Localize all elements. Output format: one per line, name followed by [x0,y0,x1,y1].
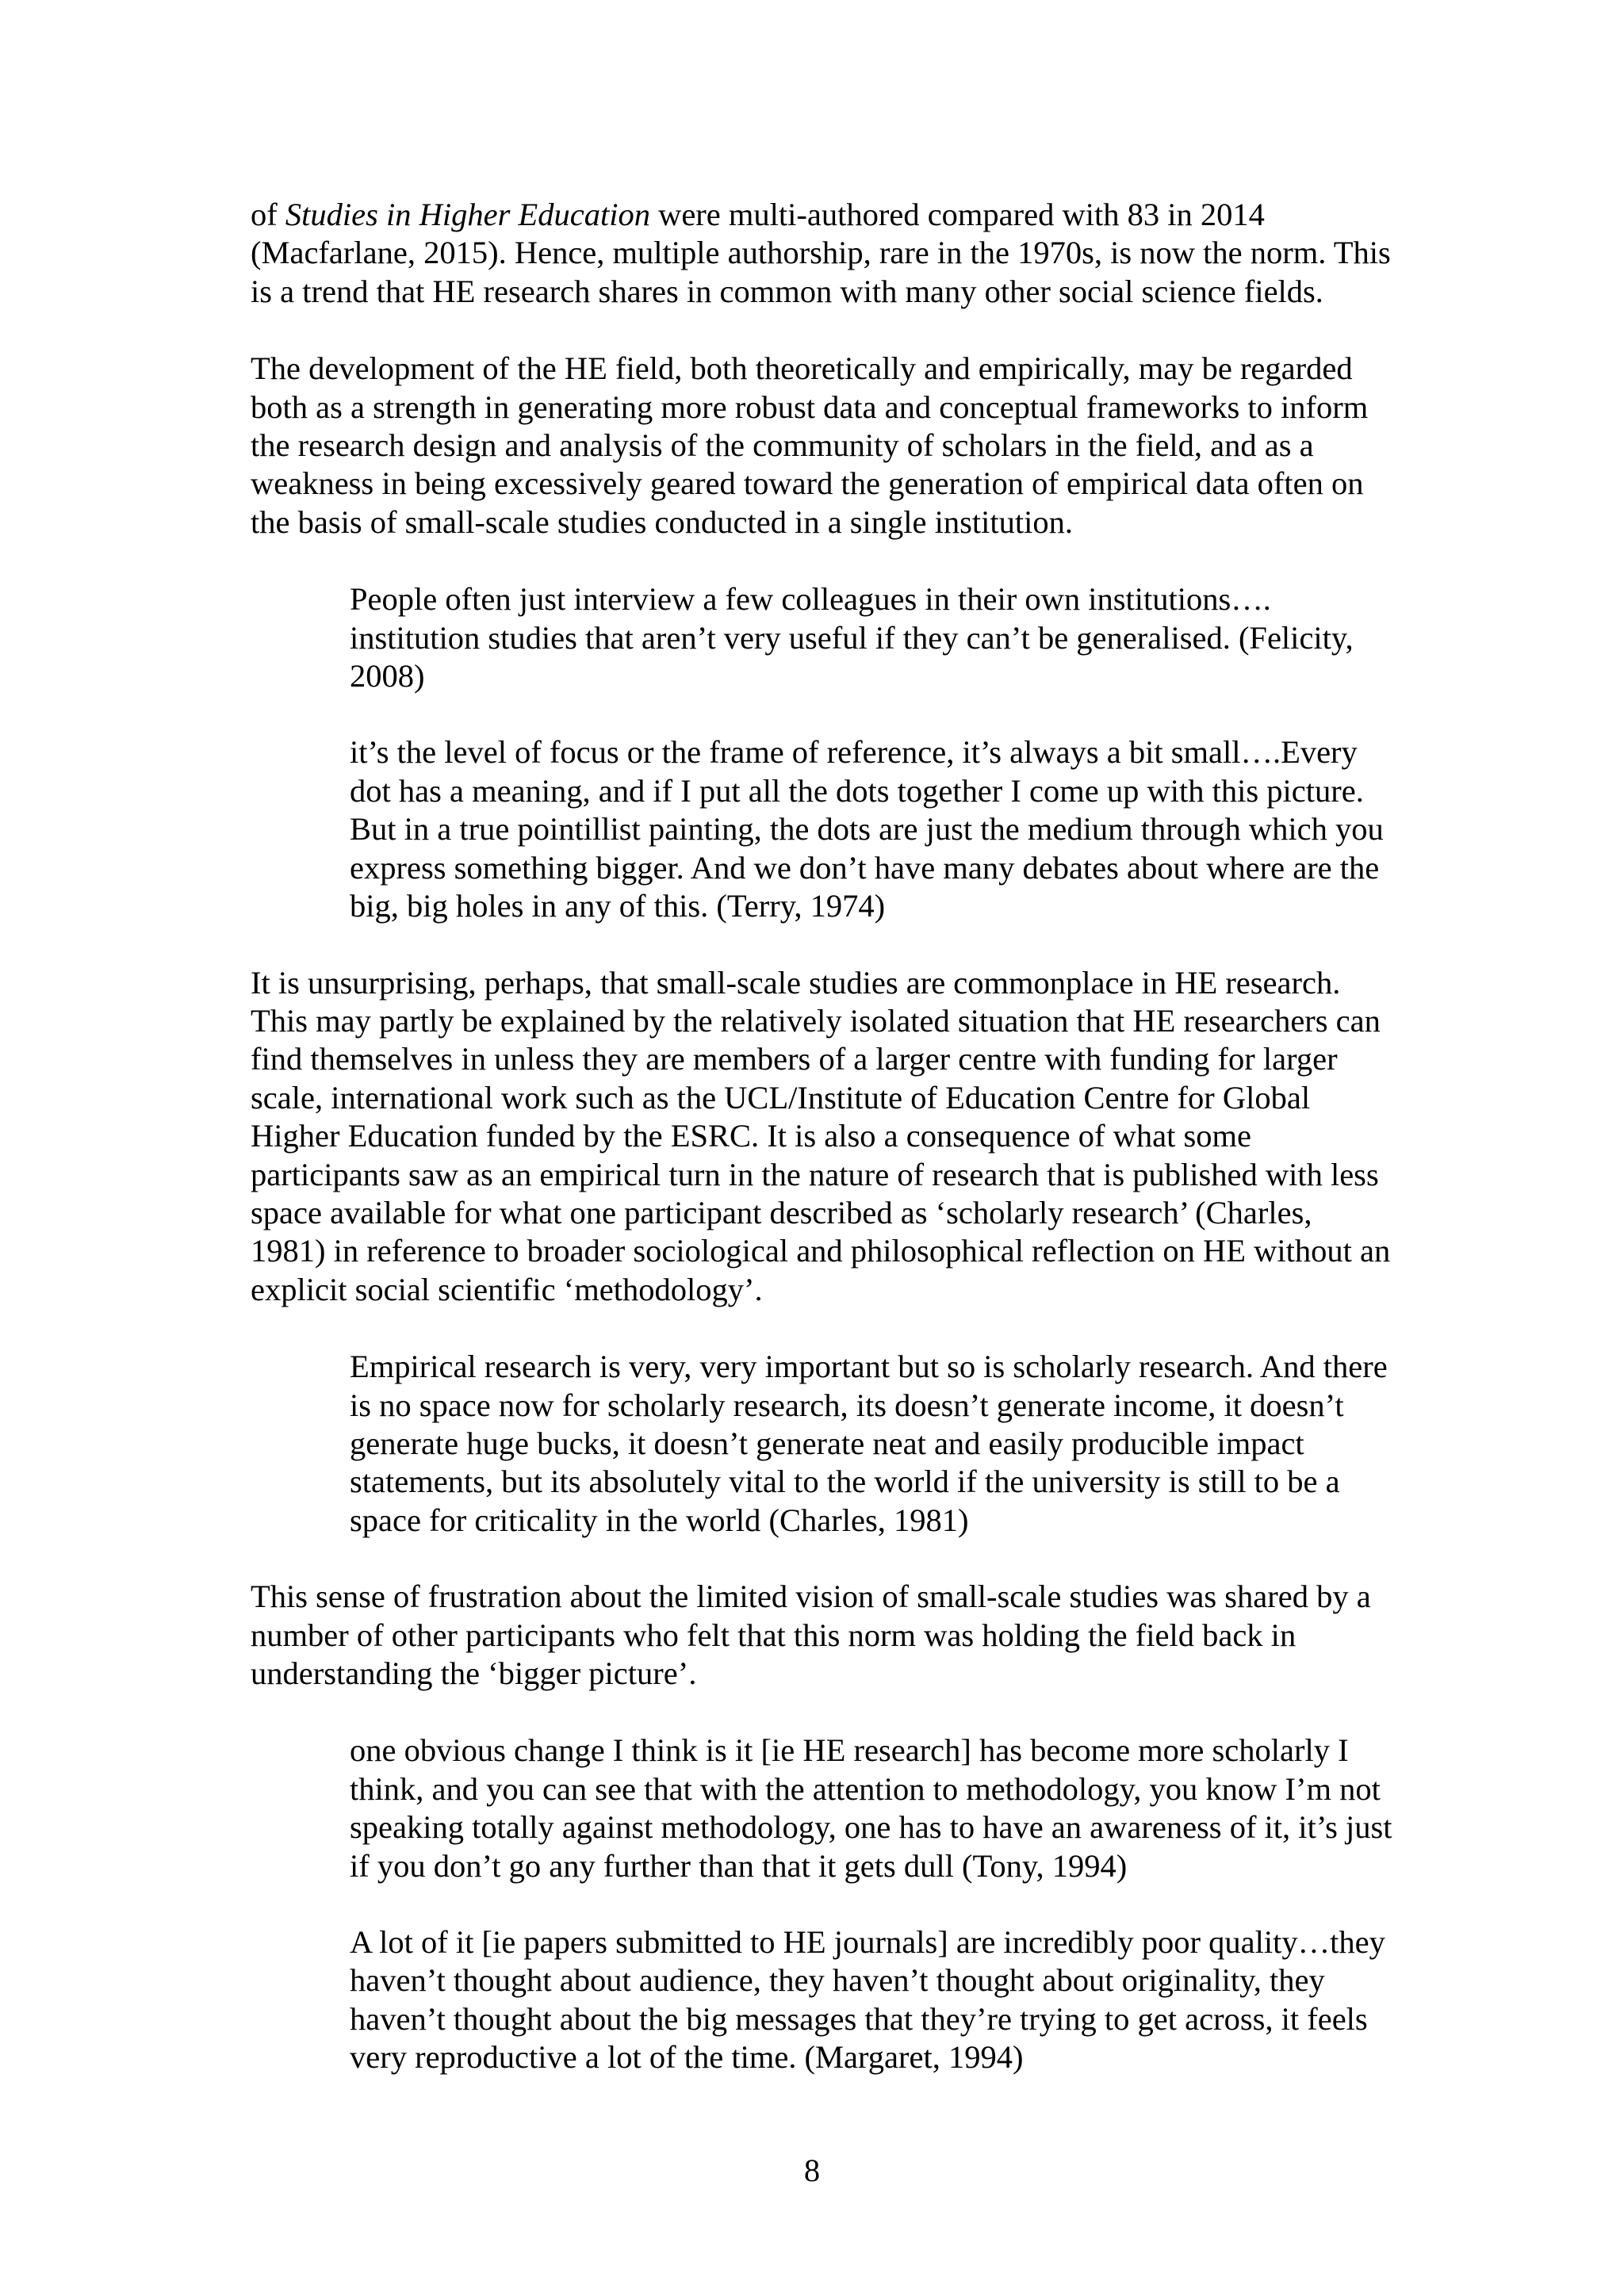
page-body [251,196,1392,2115]
block-quote-5: A lot of it [ie papers submitted to HE journals] are incredibly poor quality…they haven’t thought about audience, they haven’t thought about originality, they haven’t thought about the big messages that they’re trying to get across, it feels very reproductive a lot of the time. (Margaret, 1994) [350,1924,1385,2076]
block-quote-3: Empirical research is very, very important but so is scholarly research. And there is no space now for scholarly research, its doesn’t generate income, it doesn’t generate huge bucks, it doesn’t generate neat and easily producible impact statements, but its absolutely vital to the world if the university is still to be a space for criticality in the world (Charles, 1981) [350,1349,1388,1538]
journal-title: Studies in Higher Education [285,197,650,232]
paragraph-1-prefix: of [251,197,285,232]
block-quote-1: People often just interview a few colleagues in their own institutions…. institution studies that aren’t very useful if they can’t be generalised. (Felicity, 2008) [350,581,1354,695]
paragraph-2: The development of the HE field, both theoretically and empirically, may be regarded both as a strength in generating more robust data and conceptual frameworks to inform the research design and analysis of the community of scholars in the field, and as a weakness in being excessively geared toward the generation of empirical data often on the basis of small-scale studies conducted in a single institution. [251,350,1369,540]
page-number: 8 [803,2152,821,2188]
paragraph-1-suffix: were multi-authored compared with 83 in 2014 (Macfarlane, 2015). Hence, multiple authorship, rare in the 1970s, is now the norm. This is a trend that HE research shares in common with many other social science fields. [251,197,1391,309]
paragraph-4: This sense of frustration about the limited vision of small-scale studies was shared by a number of other participants who felt that this norm was holding the field back in understanding the ‘bigger picture’. [251,1578,1371,1691]
paragraph-1 [251,196,1392,311]
block-quote-4: one obvious change I think is it [ie HE research] has become more scholarly I think, and you can see that with the attention to methodology, you know I’m not speaking totally against methodology, one has to have an awareness of it, it’s just if you don’t go any further than that it gets dull (Tony, 1994) [350,1732,1392,1884]
block-quote-2: it’s the level of focus or the frame of reference, it’s always a bit small….Every dot has a meaning, and if I put all the dots together I come up with this picture. But in a true pointillist painting, the dots are just the medium through which you express something bigger. And we don’t have many debates about where are the big, big holes in any of this. (Terry, 1974) [350,734,1384,924]
paragraph-3: It is unsurprising, perhaps, that small-scale studies are commonplace in HE research. This may partly be explained by the relatively isolated situation that HE researchers can find themselves in unless they are members of a larger centre with funding for larger scale, international work such as the UCL/Institute of Education Centre for Global Higher Education funded by the ESRC. It is also a consequence of what some participants saw as an empirical turn in the nature of research that is published with less space available for what one participant described as ‘scholarly research’ (Charles, 1981) in reference to broader sociological and philosophical reflection on HE without an explicit social scientific ‘methodology’. [251,964,1391,1307]
